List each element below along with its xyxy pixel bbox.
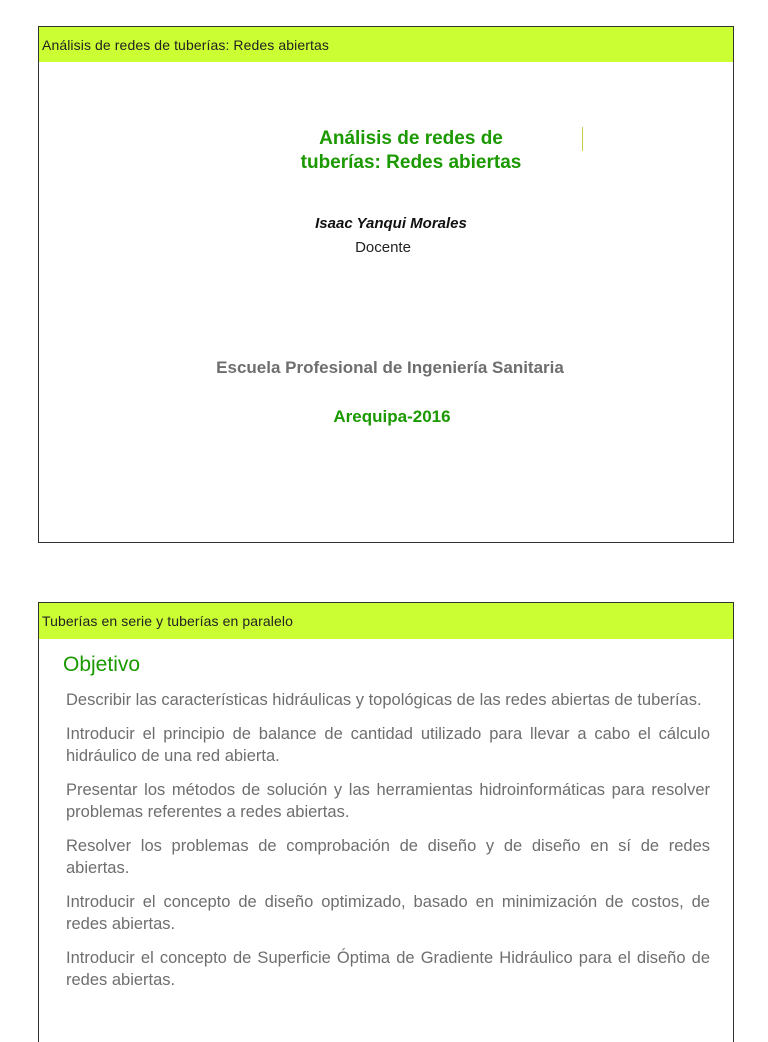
slide-title xyxy=(39,127,768,175)
list-item: Introducir el principio de balance de cantidad utilizado para llevar a cabo el cálculo hidráulico de una red abierta. xyxy=(66,725,710,765)
place-year: Arequipa-2016 xyxy=(333,407,451,426)
list-item: Describir las características hidráulicas y topológicas de las redes abiertas de tuberías. xyxy=(66,691,702,709)
school-name: Escuela Profesional de Ingeniería Sanitaria xyxy=(216,358,564,377)
slide-header: Análisis de redes de tuberías: Redes abiertas xyxy=(39,27,733,62)
author-role: Docente xyxy=(355,239,411,256)
objectives-slide xyxy=(38,602,734,1042)
slide-title-line2: tuberías: Redes abiertas xyxy=(300,152,522,173)
list-item: Resolver los problemas de comprobación de diseño y de diseño en sí de redes abiertas. xyxy=(66,837,710,877)
list-item: Introducir el concepto de diseño optimizado, basado en minimización de costos, de redes abiertas. xyxy=(66,893,710,933)
slide-header: Tuberías en serie y tuberías en paralelo xyxy=(39,603,733,639)
text-cursor xyxy=(582,127,583,151)
slide-title-line1: Análisis de redes de xyxy=(319,128,503,149)
list-item: Presentar los métodos de solución y las herramientas hidroinformáticas para resolver problemas referentes a redes abiertas. xyxy=(66,781,710,821)
list-item: Introducir el concepto de Superficie Óptima de Gradiente Hidráulico para el diseño de redes abiertas. xyxy=(66,949,710,989)
section-title: Objetivo xyxy=(63,653,141,676)
author-name: Isaac Yanqui Morales xyxy=(315,215,467,232)
title-slide xyxy=(38,26,734,543)
objectives-list xyxy=(66,689,710,1003)
